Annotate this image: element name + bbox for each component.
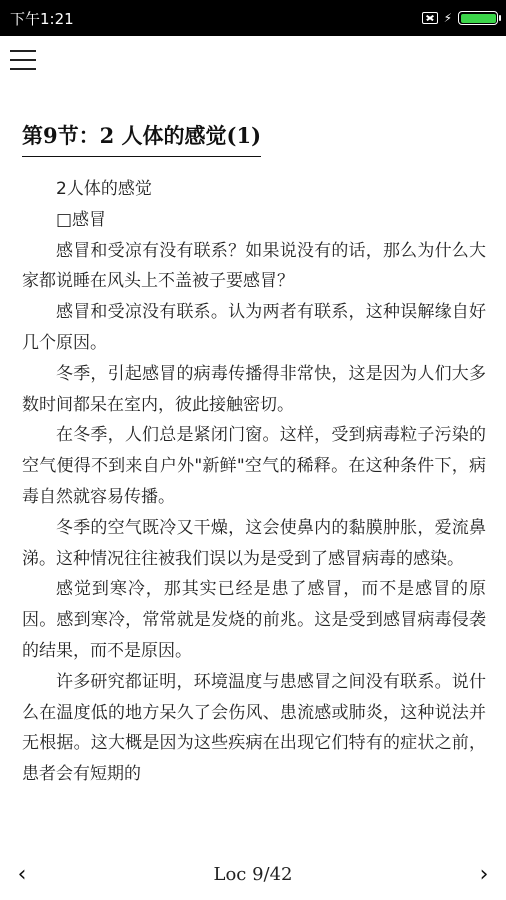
paragraph: 冬季，引起感冒的病毒传播得非常快，这是因为人们大多数时间都呆在室内，彼此接触密切。 <box>22 363 486 415</box>
reading-content <box>22 174 486 790</box>
menu-line <box>10 68 36 70</box>
charging-bolt-icon: ⚡ <box>443 11 452 25</box>
paragraph: 在冬季，人们总是紧闭门窗。这样，受到病毒粒子污染的空气便得不到来自户外"新鲜"空气的稀释。在这种条件下，病毒自然就容易传播。 <box>22 425 486 507</box>
status-time: 下午1:21 <box>10 9 74 28</box>
paragraph: 感冒和受凉没有联系。认为两者有联系，这种误解缘自好几个原因。 <box>22 302 486 353</box>
bottom-navigation <box>0 856 506 892</box>
sim-off-icon <box>422 12 438 24</box>
chapter-title: 第9节：2 人体的感觉(1) <box>22 120 261 157</box>
menu-line <box>10 59 36 61</box>
hamburger-menu-icon[interactable] <box>10 50 36 70</box>
battery-level <box>461 14 496 23</box>
paragraph: □感冒 <box>56 209 107 230</box>
paragraph: 冬季的空气既冷又干燥，这会使鼻内的黏膜肿胀，爱流鼻涕。这种情况往往被我们误以为是受到了感冒病毒的感染。 <box>22 517 486 569</box>
battery-icon <box>458 11 498 25</box>
paragraph: 感觉到寒冷，那其实已经是患了感冒，而不是感冒的原因。感到寒冷，常常就是发烧的前兆。这是受到感冒病毒侵袭的结果，而不是原因。 <box>22 579 486 661</box>
paragraph: 感冒和受凉有没有联系？如果说没有的话，那么为什么大家都说睡在风头上不盖被子要感冒？ <box>22 240 486 292</box>
paragraph: 2人体的感觉 <box>56 179 152 199</box>
status-bar <box>0 0 506 36</box>
paragraph: 许多研究都证明，环境温度与患感冒之间没有联系。说什么在温度低的地方呆久了会伤风、患流感或肺炎，这种说法并无根据。这大概是因为这些疾病在出现它们特有的症状之前，患者会有短期的 <box>22 671 486 785</box>
previous-page-button[interactable]: ‹ <box>17 861 27 887</box>
status-icons <box>422 11 498 25</box>
location-indicator: Loc 9/42 <box>213 863 293 885</box>
next-page-button[interactable]: › <box>479 861 489 887</box>
menu-line <box>10 50 36 52</box>
